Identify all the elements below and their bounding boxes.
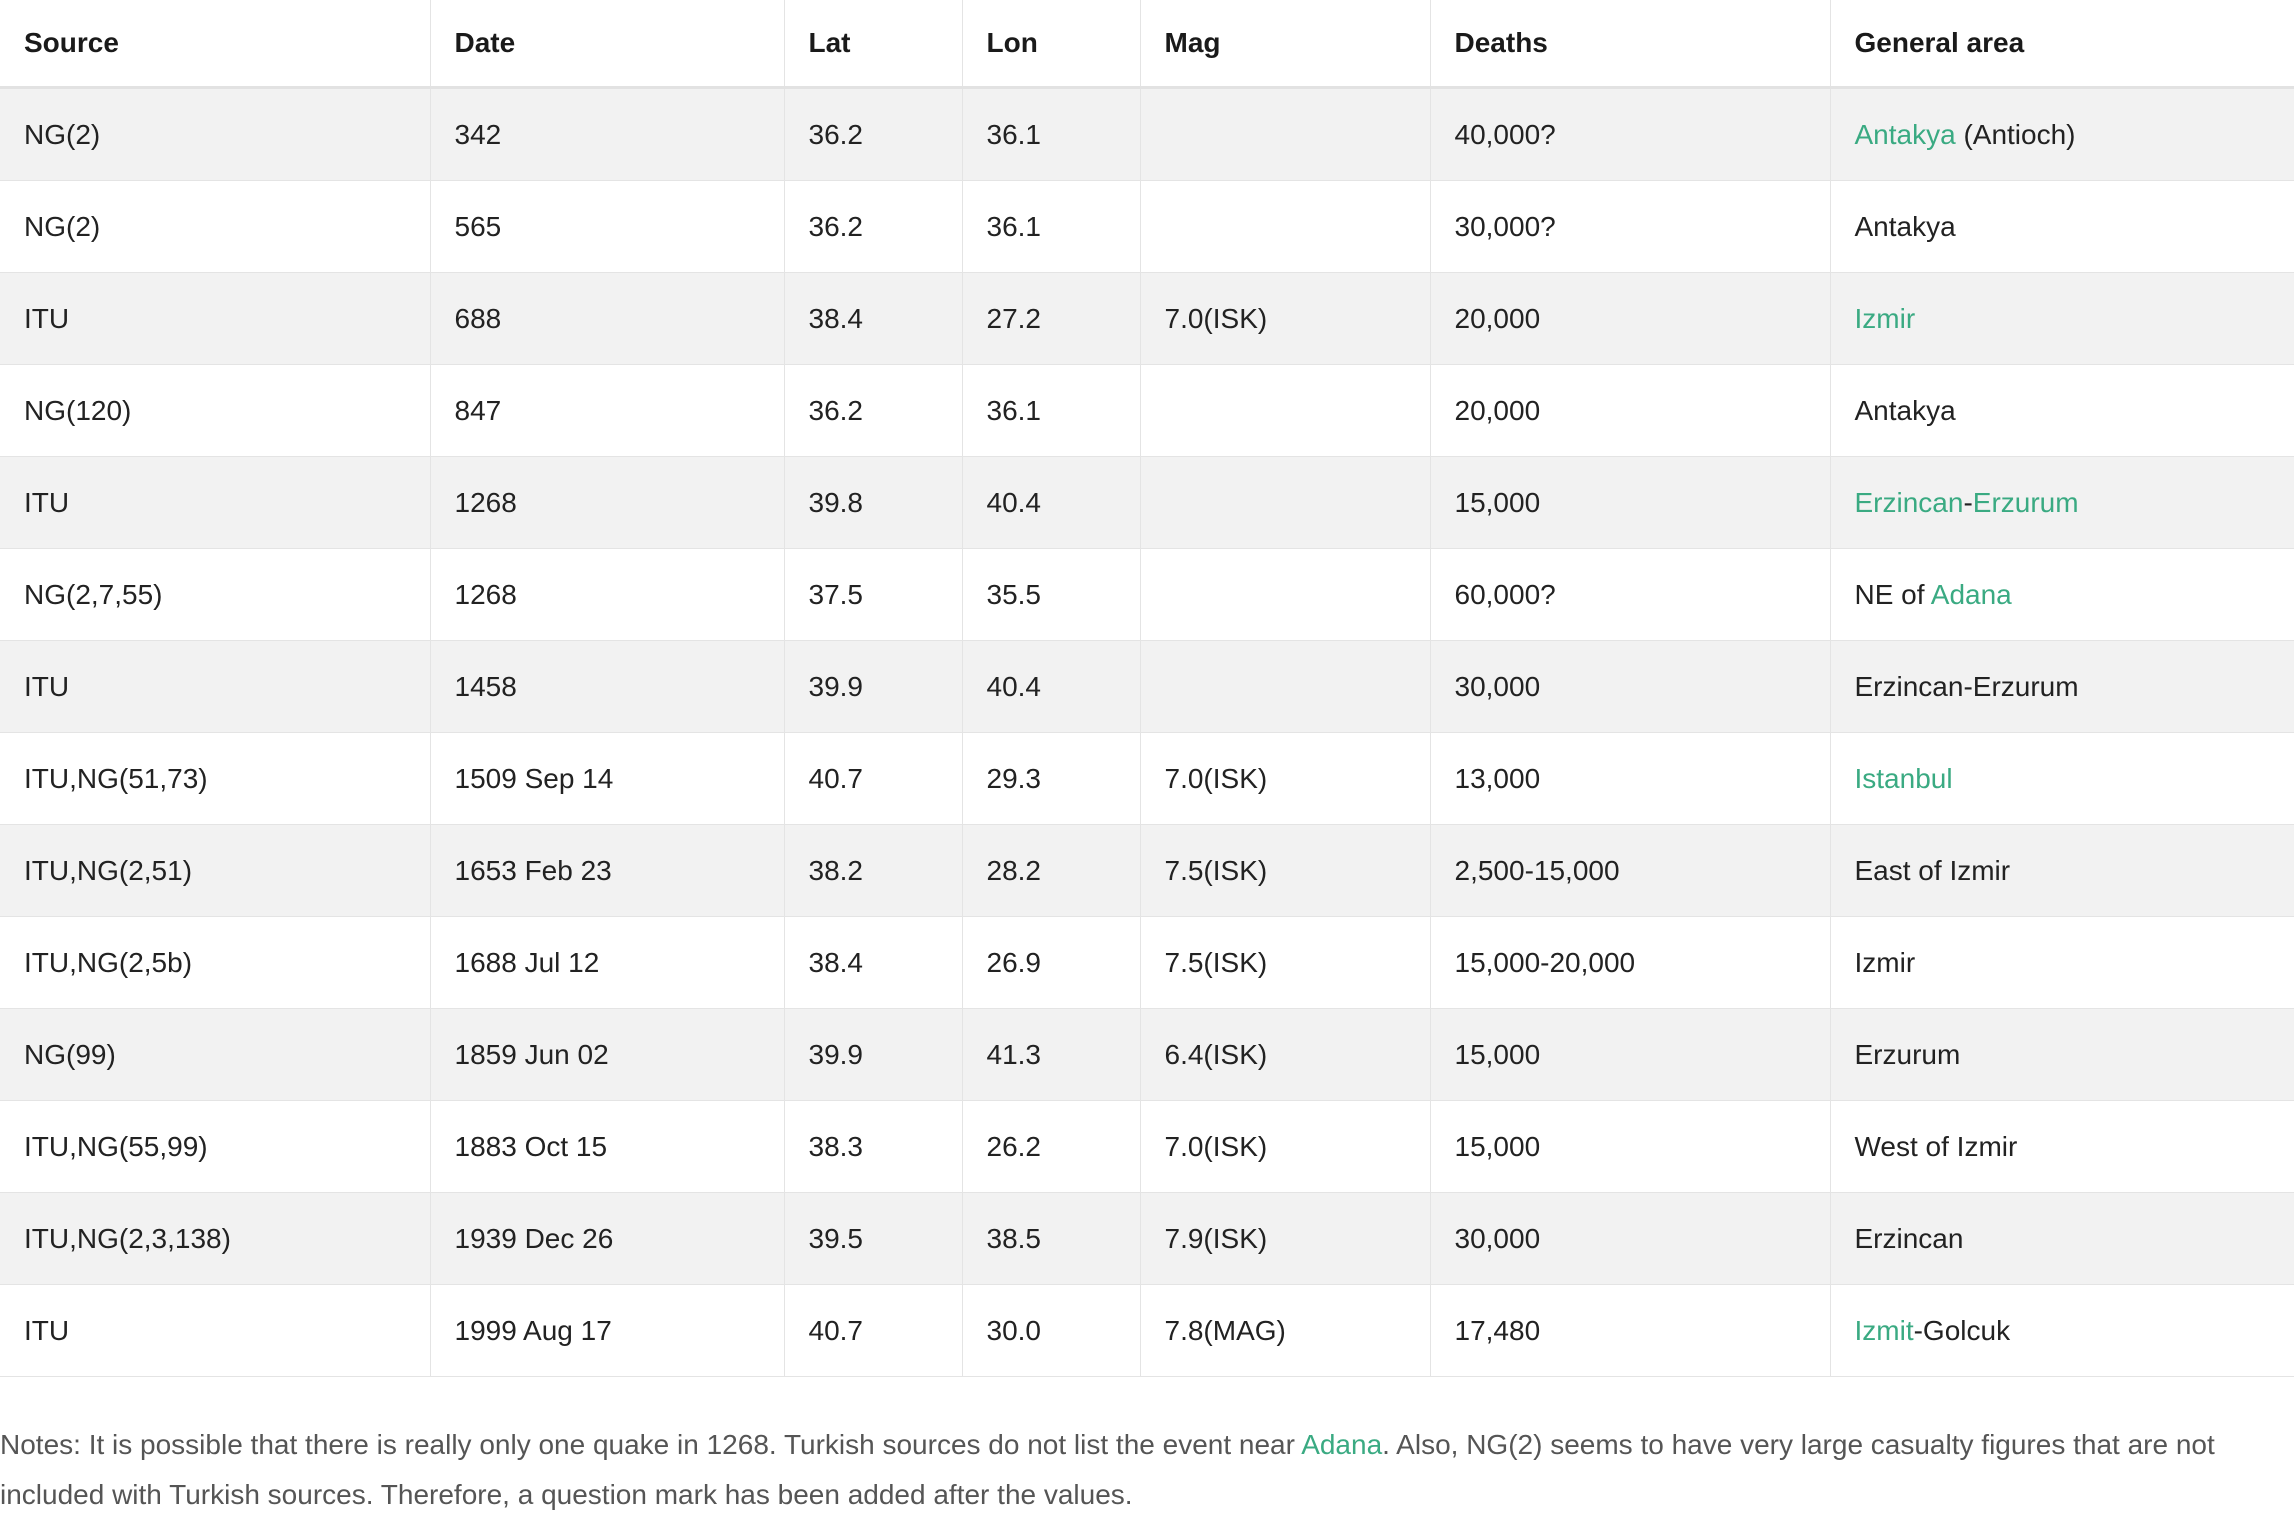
cell-source: ITU,NG(55,99) [0, 1101, 430, 1193]
cell-date: 688 [430, 273, 784, 365]
cell-lat: 39.8 [784, 457, 962, 549]
cell-mag [1140, 88, 1430, 181]
table-row [0, 549, 2294, 641]
cell-general-area [1830, 457, 2294, 549]
cell-lat: 39.9 [784, 1009, 962, 1101]
cell-deaths: 15,000-20,000 [1430, 917, 1830, 1009]
cell-lon: 40.4 [962, 457, 1140, 549]
cell-lon: 28.2 [962, 825, 1140, 917]
cell-lat: 36.2 [784, 181, 962, 273]
area-text: Antakya [1854, 210, 1956, 242]
cell-date: 1268 [430, 549, 784, 641]
area-link[interactable]: Erzincan [1854, 486, 1964, 518]
cell-date: 1939 Dec 26 [430, 1193, 784, 1285]
cell-deaths: 17,480 [1430, 1285, 1830, 1377]
cell-lat: 38.4 [784, 273, 962, 365]
area-link[interactable]: Izmir [1854, 302, 1916, 334]
table-row [0, 1193, 2294, 1285]
cell-lat: 38.3 [784, 1101, 962, 1193]
table-row [0, 1101, 2294, 1193]
cell-mag: 7.0(ISK) [1140, 1101, 1430, 1193]
cell-mag [1140, 549, 1430, 641]
cell-source: ITU,NG(2,51) [0, 825, 430, 917]
area-text: Antakya [1854, 394, 1956, 426]
table-row [0, 88, 2294, 181]
area-link[interactable]: Izmit [1854, 1314, 1914, 1346]
table-row [0, 273, 2294, 365]
table-row [0, 1285, 2294, 1377]
table-row [0, 365, 2294, 457]
cell-source: ITU [0, 641, 430, 733]
table-row [0, 181, 2294, 273]
cell-lon: 41.3 [962, 1009, 1140, 1101]
cell-source: ITU [0, 457, 430, 549]
cell-lon: 26.9 [962, 917, 1140, 1009]
cell-source: NG(120) [0, 365, 430, 457]
notes-text: Notes: It is possible that there is really only one quake in 1268. Turkish sources do not list the event near [0, 1429, 1302, 1460]
cell-lon: 38.5 [962, 1193, 1140, 1285]
area-text: - [1963, 486, 1973, 518]
cell-source: ITU [0, 1285, 430, 1377]
cell-mag: 6.4(ISK) [1140, 1009, 1430, 1101]
cell-lon: 36.1 [962, 365, 1140, 457]
cell-general-area [1830, 1193, 2294, 1285]
cell-lat: 39.5 [784, 1193, 962, 1285]
cell-general-area [1830, 641, 2294, 733]
cell-date: 1653 Feb 23 [430, 825, 784, 917]
cell-general-area [1830, 1101, 2294, 1193]
header-mag: Mag [1140, 0, 1430, 88]
cell-general-area [1830, 1009, 2294, 1101]
cell-general-area [1830, 917, 2294, 1009]
cell-lat: 37.5 [784, 549, 962, 641]
area-link[interactable]: Erzurum [1972, 486, 2079, 518]
table-row [0, 641, 2294, 733]
cell-mag [1140, 457, 1430, 549]
cell-date: 1883 Oct 15 [430, 1101, 784, 1193]
cell-lat: 40.7 [784, 1285, 962, 1377]
header-date: Date [430, 0, 784, 88]
cell-lon: 29.3 [962, 733, 1140, 825]
cell-deaths: 60,000? [1430, 549, 1830, 641]
table-row [0, 733, 2294, 825]
cell-lon: 36.1 [962, 88, 1140, 181]
table-row [0, 1009, 2294, 1101]
cell-source: NG(99) [0, 1009, 430, 1101]
area-text: -Golcuk [1913, 1314, 2011, 1346]
header-general-area: General area [1830, 0, 2294, 88]
area-link[interactable]: Antakya [1854, 118, 1956, 150]
cell-deaths: 30,000? [1430, 181, 1830, 273]
cell-source: NG(2,7,55) [0, 549, 430, 641]
cell-lat: 40.7 [784, 733, 962, 825]
cell-date: 1859 Jun 02 [430, 1009, 784, 1101]
cell-source: NG(2) [0, 88, 430, 181]
cell-deaths: 40,000? [1430, 88, 1830, 181]
cell-mag: 7.0(ISK) [1140, 733, 1430, 825]
cell-general-area [1830, 733, 2294, 825]
cell-deaths: 30,000 [1430, 641, 1830, 733]
cell-deaths: 2,500-15,000 [1430, 825, 1830, 917]
cell-lat: 36.2 [784, 365, 962, 457]
cell-date: 1999 Aug 17 [430, 1285, 784, 1377]
cell-deaths: 15,000 [1430, 1101, 1830, 1193]
table-body [0, 88, 2294, 1377]
cell-mag [1140, 641, 1430, 733]
cell-date: 847 [430, 365, 784, 457]
cell-mag: 7.8(MAG) [1140, 1285, 1430, 1377]
area-text: Erzincan [1854, 1222, 1964, 1254]
area-text: Erzincan-Erzurum [1854, 670, 2079, 702]
cell-deaths: 30,000 [1430, 1193, 1830, 1285]
cell-general-area [1830, 1285, 2294, 1377]
cell-deaths: 15,000 [1430, 1009, 1830, 1101]
cell-source: ITU,NG(2,5b) [0, 917, 430, 1009]
cell-general-area [1830, 88, 2294, 181]
cell-deaths: 20,000 [1430, 273, 1830, 365]
cell-lat: 39.9 [784, 641, 962, 733]
cell-mag: 7.5(ISK) [1140, 917, 1430, 1009]
cell-date: 1688 Jul 12 [430, 917, 784, 1009]
header-deaths: Deaths [1430, 0, 1830, 88]
cell-lat: 36.2 [784, 88, 962, 181]
cell-lon: 40.4 [962, 641, 1140, 733]
cell-lat: 38.4 [784, 917, 962, 1009]
cell-date: 1509 Sep 14 [430, 733, 784, 825]
cell-general-area [1830, 825, 2294, 917]
cell-date: 342 [430, 88, 784, 181]
cell-general-area [1830, 549, 2294, 641]
notes-paragraph [0, 1420, 2280, 1520]
area-text: Erzurum [1854, 1038, 1961, 1070]
area-link[interactable]: Istanbul [1854, 762, 1953, 794]
area-link[interactable]: Adana [1930, 578, 2012, 610]
cell-mag [1140, 365, 1430, 457]
cell-mag [1140, 181, 1430, 273]
table-header-row [0, 0, 2294, 88]
area-text: West of Izmir [1854, 1130, 2018, 1162]
header-lon: Lon [962, 0, 1140, 88]
cell-mag: 7.9(ISK) [1140, 1193, 1430, 1285]
notes-text: . Also, NG(2) seems to have very large casualty figures that are not included with Turkish sources. Therefore, a question mark has been added after the values. [0, 1429, 2215, 1510]
cell-date: 1268 [430, 457, 784, 549]
cell-deaths: 15,000 [1430, 457, 1830, 549]
cell-lon: 36.1 [962, 181, 1140, 273]
cell-mag: 7.5(ISK) [1140, 825, 1430, 917]
cell-general-area [1830, 365, 2294, 457]
header-source: Source [0, 0, 430, 88]
header-lat: Lat [784, 0, 962, 88]
cell-mag: 7.0(ISK) [1140, 273, 1430, 365]
cell-source: ITU [0, 273, 430, 365]
cell-lon: 26.2 [962, 1101, 1140, 1193]
notes-link-adana[interactable]: Adana [1301, 1429, 1383, 1460]
area-text: East of Izmir [1854, 854, 2011, 886]
cell-lon: 30.0 [962, 1285, 1140, 1377]
cell-source: ITU,NG(51,73) [0, 733, 430, 825]
cell-source: ITU,NG(2,3,138) [0, 1193, 430, 1285]
cell-deaths: 13,000 [1430, 733, 1830, 825]
cell-date: 1458 [430, 641, 784, 733]
cell-lat: 38.2 [784, 825, 962, 917]
cell-date: 565 [430, 181, 784, 273]
area-text: NE of [1854, 578, 1931, 610]
cell-general-area [1830, 273, 2294, 365]
area-text: Izmir [1854, 946, 1916, 978]
area-text: (Antioch) [1955, 118, 2076, 150]
cell-lon: 27.2 [962, 273, 1140, 365]
cell-source: NG(2) [0, 181, 430, 273]
table-row [0, 825, 2294, 917]
table-row [0, 917, 2294, 1009]
cell-general-area [1830, 181, 2294, 273]
table-row [0, 457, 2294, 549]
cell-deaths: 20,000 [1430, 365, 1830, 457]
cell-lon: 35.5 [962, 549, 1140, 641]
